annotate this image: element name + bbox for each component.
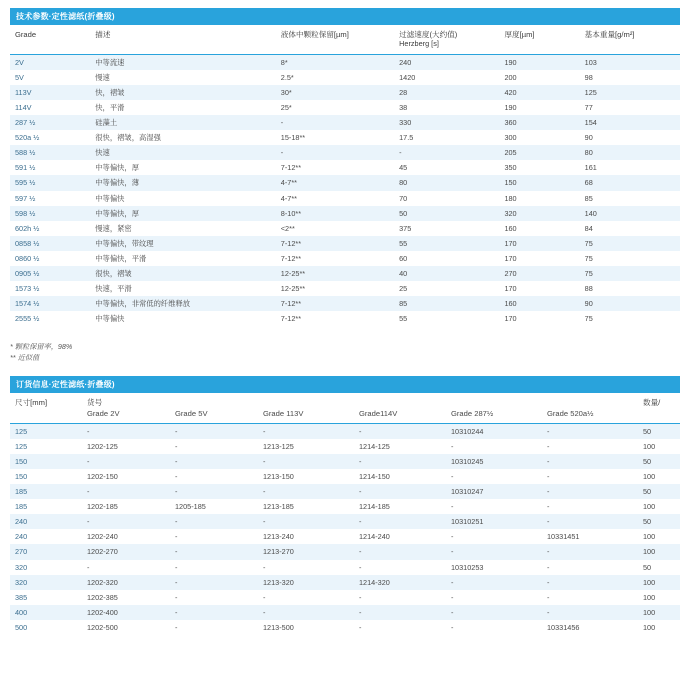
cell-art-114v: 1214-150: [359, 471, 390, 481]
cell-speed: 45: [399, 163, 408, 173]
cell-description: 中等流速: [90, 54, 276, 70]
cell-qty: 100: [643, 502, 656, 512]
cell-retention: 12-25**: [276, 266, 394, 281]
cell-art-287h: 10310247: [446, 484, 542, 499]
cell-art-114v: -: [354, 423, 446, 439]
cell-retention: 25*: [280, 102, 292, 112]
cell-art-113v: -: [263, 562, 266, 572]
order-col-quantity: 数量/: [643, 397, 661, 407]
order-grade-287h: Grade 287½: [446, 408, 542, 423]
tech-table-body: [10, 54, 680, 326]
order-col-blank-5: [542, 393, 638, 408]
cell-art-5v: -: [170, 544, 258, 559]
cell-weight: 75: [584, 314, 593, 324]
cell-speed: 40: [394, 266, 499, 281]
table-row: [10, 620, 680, 635]
cell-grade: 114V: [15, 102, 32, 112]
order-table-body: [10, 423, 680, 635]
cell-art-520ah: -: [542, 575, 638, 590]
cell-art-114v: 1214-125: [359, 441, 390, 451]
cell-retention: 7-12**: [280, 163, 302, 173]
cell-size: 125: [10, 423, 82, 439]
cell-speed: 1420: [399, 72, 416, 82]
order-subcol-empty: [10, 408, 82, 423]
cell-thickness: 170: [499, 236, 579, 251]
order-table-head: [10, 393, 680, 423]
cell-art-113v: 1213-320: [258, 575, 354, 590]
table-row: [10, 311, 680, 326]
cell-thickness: 150: [499, 175, 579, 190]
cell-description: 很快，褶皱: [90, 266, 276, 281]
cell-weight: 68: [580, 175, 680, 190]
cell-retention: 7-12**: [280, 314, 302, 324]
order-section-title: 订货信息·定性滤纸·折叠级): [10, 376, 680, 393]
cell-grade: 598 ½: [10, 206, 90, 221]
table-row: [10, 484, 680, 499]
cell-grade: 2555 ½: [15, 314, 40, 324]
cell-art-5v: -: [175, 441, 178, 451]
cell-retention: 30*: [276, 85, 394, 100]
table-row: [10, 266, 680, 281]
cell-size: 500: [15, 622, 28, 632]
cell-art-114v: -: [354, 544, 446, 559]
cell-art-2v: -: [82, 514, 170, 529]
cell-art-114v: 1214-320: [354, 575, 446, 590]
cell-weight: 125: [580, 85, 680, 100]
tech-col-retention: 液体中颗粒保留[µm]: [276, 25, 394, 54]
cell-art-113v: 1213-125: [263, 441, 294, 451]
cell-qty: 50: [638, 484, 680, 499]
table-row: [10, 560, 680, 575]
order-table: [10, 393, 680, 636]
cell-thickness: 190: [504, 102, 517, 112]
tech-col-grade: Grade: [10, 25, 90, 54]
cell-grade: 597 ½: [15, 193, 36, 203]
footnotes: [10, 341, 680, 364]
cell-retention: 4-7**: [276, 175, 394, 190]
cell-art-520ah: 10331451: [547, 532, 580, 542]
cell-art-113v: 1213-270: [258, 544, 354, 559]
cell-thickness: 205: [499, 145, 579, 160]
cell-description: 快，褶皱: [90, 85, 276, 100]
cell-art-2v: 1202-270: [82, 544, 170, 559]
table-row: [10, 454, 680, 469]
cell-art-5v: -: [175, 562, 178, 572]
cell-art-5v: -: [170, 454, 258, 469]
table-row: [10, 221, 680, 236]
cell-description: 中等偏快，平滑: [95, 254, 147, 264]
cell-size: 400: [10, 605, 82, 620]
cell-thickness: 350: [504, 163, 517, 173]
cell-thickness: 170: [504, 284, 517, 294]
cell-size: 240: [15, 532, 28, 542]
cell-grade: 0858 ½: [10, 236, 90, 251]
tech-col-filtration-speed: 过滤速度(大约值) Herzberg [s]: [394, 25, 499, 54]
table-row: [10, 296, 680, 311]
cell-art-287h: -: [446, 605, 542, 620]
cell-size: 240: [10, 514, 82, 529]
cell-weight: 88: [584, 284, 593, 294]
table-row: [10, 206, 680, 221]
cell-weight: 103: [580, 54, 680, 70]
cell-art-2v: 1202-320: [82, 575, 170, 590]
cell-retention: 4-7**: [280, 193, 298, 203]
cell-weight: 90: [584, 133, 593, 143]
cell-description: 很快，褶皱，高湿强: [95, 133, 161, 143]
table-row: [10, 85, 680, 100]
cell-size: 185: [15, 502, 28, 512]
tech-col-basis-weight: 基本重量[g/m²]: [580, 25, 680, 54]
table-row: [10, 236, 680, 251]
cell-speed: -: [394, 145, 499, 160]
cell-weight: 161: [584, 163, 597, 173]
cell-speed: 17.5: [399, 133, 414, 143]
order-col-blank-3: [354, 393, 446, 408]
cell-size: 185: [10, 484, 82, 499]
cell-retention: 12-25**: [280, 284, 306, 294]
cell-art-520ah: -: [547, 471, 550, 481]
cell-art-287h: -: [451, 502, 454, 512]
table-row: [10, 423, 680, 439]
table-row: [10, 145, 680, 160]
cell-weight: 98: [584, 72, 593, 82]
cell-retention: 8-10**: [276, 206, 394, 221]
cell-qty: 100: [638, 544, 680, 559]
cell-description: 中等偏快，带纹理: [90, 236, 276, 251]
cell-art-520ah: -: [542, 484, 638, 499]
cell-thickness: 170: [504, 254, 517, 264]
cell-art-114v: -: [359, 592, 362, 602]
table-row: [10, 575, 680, 590]
cell-art-287h: -: [446, 544, 542, 559]
cell-art-114v: 1214-185: [359, 502, 390, 512]
cell-description: 中等偏快，薄: [90, 175, 276, 190]
table-row: [10, 175, 680, 190]
cell-speed: 70: [399, 193, 408, 203]
cell-weight: 84: [584, 223, 593, 233]
cell-speed: 80: [394, 175, 499, 190]
cell-qty: 50: [643, 562, 652, 572]
table-row: [10, 70, 680, 85]
table-row: [10, 191, 680, 206]
tech-table-head: [10, 25, 680, 54]
table-row: [10, 251, 680, 266]
cell-grade: 287 ½: [10, 115, 90, 130]
cell-weight: 85: [584, 193, 593, 203]
order-col-blank-2: [258, 393, 354, 408]
cell-size: 385: [15, 592, 28, 602]
cell-qty: 50: [638, 454, 680, 469]
cell-qty: 100: [643, 532, 656, 542]
cell-speed: 28: [394, 85, 499, 100]
cell-art-287h: -: [451, 622, 454, 632]
cell-speed: 375: [399, 223, 412, 233]
cell-retention: 2.5*: [280, 72, 294, 82]
cell-weight: 154: [580, 115, 680, 130]
cell-description: 慢速，紧密: [95, 223, 132, 233]
tech-table: [10, 25, 680, 327]
cell-weight: 90: [580, 296, 680, 311]
cell-thickness: 320: [499, 206, 579, 221]
cell-thickness: 190: [499, 54, 579, 70]
cell-description: 中等偏快，非常低的纤维释放: [90, 296, 276, 311]
cell-grade: 5V: [15, 72, 24, 82]
cell-art-287h: -: [451, 471, 454, 481]
cell-art-113v: 1213-185: [263, 502, 294, 512]
cell-art-2v: 1202-125: [87, 441, 118, 451]
order-header-row-top: [10, 393, 680, 408]
cell-description: 快速: [90, 145, 276, 160]
cell-art-287h: 10310245: [446, 454, 542, 469]
cell-art-287h: -: [451, 592, 454, 602]
cell-description: 慢速: [95, 72, 110, 82]
cell-art-5v: -: [170, 605, 258, 620]
cell-qty: 100: [638, 605, 680, 620]
cell-size: 270: [10, 544, 82, 559]
order-subcol-qty-empty: [638, 408, 680, 423]
cell-art-2v: -: [82, 454, 170, 469]
cell-art-113v: 1213-500: [263, 622, 294, 632]
table-row: [10, 469, 680, 484]
order-col-blank-4: [446, 393, 542, 408]
table-row: [10, 590, 680, 605]
cell-description: 中等偏快: [95, 314, 125, 324]
order-col-blank-1: [170, 393, 258, 408]
cell-grade: 595 ½: [10, 175, 90, 190]
cell-thickness: 360: [499, 115, 579, 130]
cell-retention: -: [276, 145, 394, 160]
cell-qty: 100: [643, 441, 656, 451]
cell-art-113v: -: [258, 454, 354, 469]
cell-retention: 8*: [276, 54, 394, 70]
cell-speed: 240: [394, 54, 499, 70]
table-row: [10, 544, 680, 559]
order-col-article: 货号: [87, 397, 103, 407]
cell-grade: 588 ½: [10, 145, 90, 160]
cell-qty: 100: [643, 592, 656, 602]
cell-art-520ah: 10331456: [547, 622, 580, 632]
order-grade-5v: Grade 5V: [170, 408, 258, 423]
cell-art-114v: -: [354, 605, 446, 620]
cell-art-113v: -: [263, 592, 266, 602]
cell-art-114v: 1214-240: [359, 532, 390, 542]
cell-art-2v: -: [87, 562, 90, 572]
cell-weight: 80: [580, 145, 680, 160]
cell-size: 150: [10, 454, 82, 469]
cell-art-2v: 1202-240: [87, 532, 118, 542]
cell-art-2v: -: [82, 484, 170, 499]
cell-art-520ah: -: [542, 423, 638, 439]
cell-thickness: 200: [504, 72, 517, 82]
cell-art-113v: -: [258, 605, 354, 620]
cell-art-114v: -: [359, 622, 362, 632]
cell-art-2v: 1202-150: [87, 471, 118, 481]
cell-retention: <2**: [280, 223, 295, 233]
cell-weight: 75: [580, 266, 680, 281]
cell-art-114v: -: [354, 514, 446, 529]
cell-speed: 25: [399, 284, 408, 294]
cell-art-5v: -: [170, 575, 258, 590]
cell-size: 320: [15, 562, 28, 572]
cell-qty: 100: [638, 575, 680, 590]
cell-art-520ah: -: [542, 514, 638, 529]
cell-speed: 85: [394, 296, 499, 311]
table-row: [10, 514, 680, 529]
cell-art-520ah: -: [542, 454, 638, 469]
cell-size: 320: [10, 575, 82, 590]
cell-retention: 7-12**: [280, 254, 302, 264]
table-row: [10, 499, 680, 514]
cell-art-287h: -: [451, 441, 454, 451]
table-row: [10, 281, 680, 296]
cell-grade: 602h ½: [15, 223, 40, 233]
cell-speed: 38: [399, 102, 408, 112]
cell-art-520ah: -: [547, 441, 550, 451]
table-row: [10, 54, 680, 70]
cell-thickness: 270: [499, 266, 579, 281]
cell-grade: 520a ½: [15, 133, 40, 143]
cell-description: 中等偏快: [95, 193, 125, 203]
footnote-retention: * 颗粒保留率，98%: [10, 341, 73, 351]
tech-col-thickness: 厚度[µm]: [499, 25, 579, 54]
cell-art-520ah: -: [542, 605, 638, 620]
cell-art-5v: -: [175, 622, 178, 632]
cell-grade: 0905 ½: [10, 266, 90, 281]
cell-speed: 50: [394, 206, 499, 221]
cell-art-113v: -: [258, 514, 354, 529]
cell-description: 硅藻土: [90, 115, 276, 130]
order-header-row-grades: [10, 408, 680, 423]
cell-thickness: 160: [504, 223, 517, 233]
cell-thickness: 180: [504, 193, 517, 203]
cell-qty: 50: [638, 514, 680, 529]
cell-description: 中等偏快，厚: [90, 206, 276, 221]
cell-qty: 50: [638, 423, 680, 439]
cell-art-114v: -: [354, 484, 446, 499]
cell-retention: 7-12**: [276, 236, 394, 251]
cell-art-2v: 1202-385: [87, 592, 118, 602]
cell-thickness: 170: [504, 314, 517, 324]
cell-weight: 75: [584, 254, 593, 264]
cell-speed: 330: [394, 115, 499, 130]
cell-art-113v: -: [258, 484, 354, 499]
cell-art-2v: 1202-400: [82, 605, 170, 620]
cell-art-287h: 10310251: [446, 514, 542, 529]
cell-grade: 2V: [10, 54, 90, 70]
cell-art-2v: 1202-185: [87, 502, 118, 512]
cell-qty: 100: [643, 471, 656, 481]
cell-art-287h: -: [451, 532, 454, 542]
cell-grade: 1573 ½: [15, 284, 40, 294]
cell-retention: 7-12**: [276, 296, 394, 311]
cell-art-5v: -: [175, 471, 178, 481]
table-row: [10, 605, 680, 620]
cell-description: 快速，平滑: [95, 284, 132, 294]
cell-art-520ah: -: [547, 592, 550, 602]
cell-speed: 60: [399, 254, 408, 264]
cell-art-5v: -: [170, 423, 258, 439]
order-grade-2v: Grade 2V: [82, 408, 170, 423]
cell-art-5v: -: [175, 532, 178, 542]
cell-art-113v: -: [258, 423, 354, 439]
order-grade-114v: Grade114V: [354, 408, 446, 423]
table-row: [10, 439, 680, 454]
table-row: [10, 130, 680, 145]
cell-art-114v: -: [359, 562, 362, 572]
cell-weight: 75: [580, 236, 680, 251]
cell-art-114v: -: [354, 454, 446, 469]
cell-size: 125: [15, 441, 28, 451]
cell-weight: 77: [584, 102, 593, 112]
cell-art-520ah: -: [547, 562, 550, 572]
cell-description: 快，平滑: [95, 102, 125, 112]
cell-art-520ah: -: [542, 544, 638, 559]
tech-section-title: 技术参数·定性滤纸(折叠级): [10, 8, 680, 25]
tech-header-row: [10, 25, 680, 54]
order-grade-113v: Grade 113V: [258, 408, 354, 423]
order-grade-520ah: Grade 520a½: [542, 408, 638, 423]
cell-grade: 1574 ½: [10, 296, 90, 311]
cell-art-287h: -: [446, 575, 542, 590]
cell-art-520ah: -: [547, 502, 550, 512]
table-row: [10, 100, 680, 115]
order-col-size: 尺寸[mm]: [15, 397, 48, 407]
cell-thickness: 420: [499, 85, 579, 100]
cell-art-5v: -: [170, 514, 258, 529]
cell-art-287h: 10310244: [446, 423, 542, 439]
cell-description: 中等偏快，厚: [95, 163, 140, 173]
cell-thickness: 300: [504, 133, 517, 143]
cell-qty: 100: [643, 622, 656, 632]
cell-weight: 140: [580, 206, 680, 221]
cell-art-113v: 1213-150: [263, 471, 294, 481]
cell-art-5v: -: [170, 484, 258, 499]
tech-col-description: 描述: [90, 25, 276, 54]
cell-retention: -: [276, 115, 394, 130]
cell-speed: 55: [394, 236, 499, 251]
footnote-approx: ** 近似值: [10, 353, 40, 363]
cell-size: 150: [15, 471, 28, 481]
cell-art-5v: -: [175, 592, 178, 602]
cell-speed: 55: [399, 314, 408, 324]
table-row: [10, 160, 680, 175]
cell-art-5v: 1205-185: [175, 502, 206, 512]
cell-thickness: 160: [499, 296, 579, 311]
cell-art-2v: 1202-500: [87, 622, 118, 632]
cell-art-287h: 10310253: [451, 562, 484, 572]
cell-art-113v: 1213-240: [263, 532, 294, 542]
cell-art-2v: -: [82, 423, 170, 439]
table-row: [10, 115, 680, 130]
cell-grade: 0860 ½: [15, 254, 40, 264]
cell-retention: 15-18**: [280, 133, 306, 143]
cell-grade: 113V: [10, 85, 90, 100]
table-row: [10, 529, 680, 544]
cell-grade: 591 ½: [15, 163, 36, 173]
